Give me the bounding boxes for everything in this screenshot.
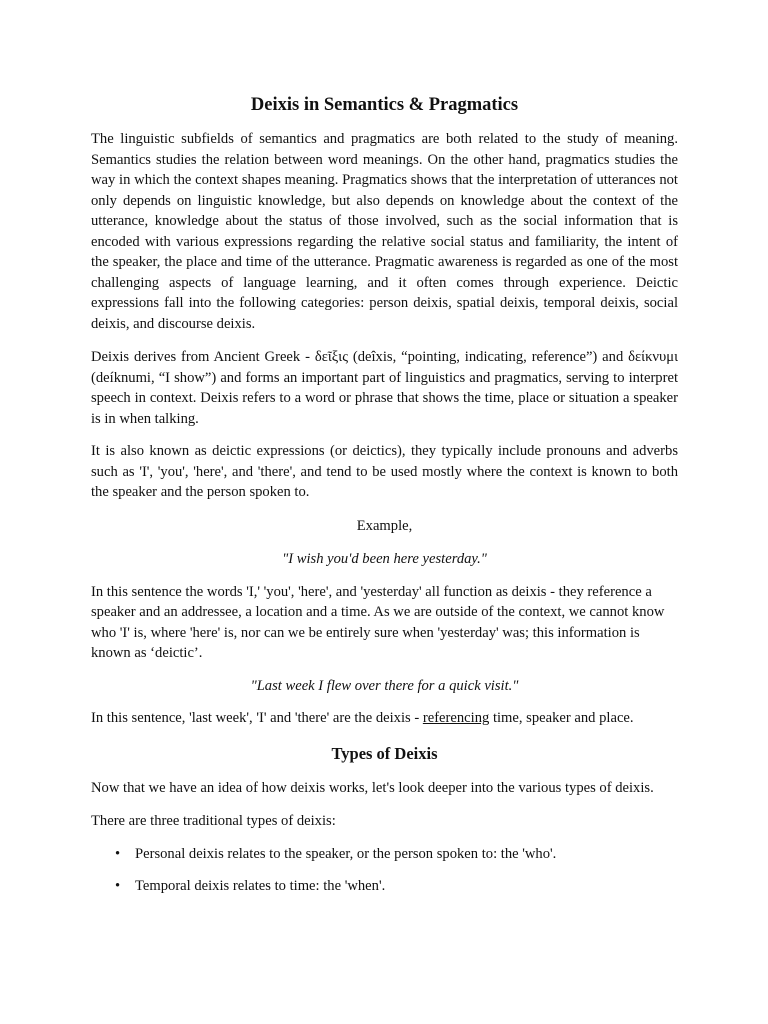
paragraph-example-explanation: In this sentence the words 'I,' 'you', 'here', and 'yesterday' all function as deixis - they reference a speaker and an addressee, a location and a time. As we are outside of the context, we cannot know who 'I' is, where 'here' is, nor can we be entirely sure when 'yesterday' was; this information is known as ‘deictic’. xyxy=(91,583,665,661)
paragraph-types-intro: Now that we have an idea of how deixis works, let's look deeper into the various types of deixis. xyxy=(91,779,654,796)
list-item-text: Personal deixis relates to the speaker, or the person spoken to: the 'who'. xyxy=(135,845,557,862)
section-title-types-of-deixis: Types of Deixis xyxy=(331,743,438,763)
list-item-text: Temporal deixis relates to time: the 'when'. xyxy=(135,878,386,894)
example-sentence-1: "I wish you'd been here yesterday." xyxy=(282,551,487,567)
bullet-icon: • xyxy=(115,878,121,894)
list-item-personal-deixis xyxy=(91,844,678,865)
example-sentence-2: "Last week I flew over there for a quick visit." xyxy=(250,677,519,694)
referencing-link[interactable]: referencing xyxy=(422,710,490,726)
document-title: Deixis in Semantics & Pragmatics xyxy=(250,95,519,115)
deixis-types-list xyxy=(91,844,678,897)
paragraph-second-example-explanation xyxy=(91,708,678,729)
example-label: Example, xyxy=(356,517,413,534)
paragraph-text-after-link: time, speaker and place. xyxy=(489,710,634,726)
paragraph-semantics-pragmatics: The linguistic subfields of semantics and pragmatics are both related to the study of meaning. Semantics studies the relation between word meanings. On the other hand, pragmatics studies the way in which the context shapes meaning. Pragmatics shows that the interpretation of utterances not only depends on linguistic knowledge, but also depends on knowledge about the context of the utterance, knowledge about the status of those involved, such as the social information that is encoded with various expressions regarding the relative social status and familiarity, the intent of the speaker, the place and time of the utterance. Pragmatic awareness is regarded as one of the most challenging aspects of language learning, and it often comes through experience. Deictic expressions fall into the following categories: person deixis, spatial deixis, temporal deixis, social deixis, and discourse deixis. xyxy=(91,131,678,332)
paragraph-deictic-expressions: It is also known as deictic expressions (or deictics), they typically include pronouns and adverbs such as 'I', 'you', 'here', and 'there', and tend to be used mostly where the context is known to both the speaker and the person spoken to. xyxy=(91,443,678,500)
paragraph-three-types: There are three traditional types of deixis: xyxy=(91,813,336,829)
paragraph-text-before-link: In this sentence, 'last week', 'I' and 'there' are the deixis - xyxy=(91,710,423,726)
list-item-temporal-deixis xyxy=(91,876,678,897)
paragraph-deixis-etymology: Deixis derives from Ancient Greek - δεῖξις (deîxis, “pointing, indicating, reference”) and δείκνυμι (deíknumi, “I show”) and forms an important part of linguistics and pragmatics, serving to interpret speech in context. Deixis refers to a word or phrase that shows the time, place or situation a speaker is in when talking. xyxy=(91,349,678,427)
bullet-icon: • xyxy=(115,845,121,862)
